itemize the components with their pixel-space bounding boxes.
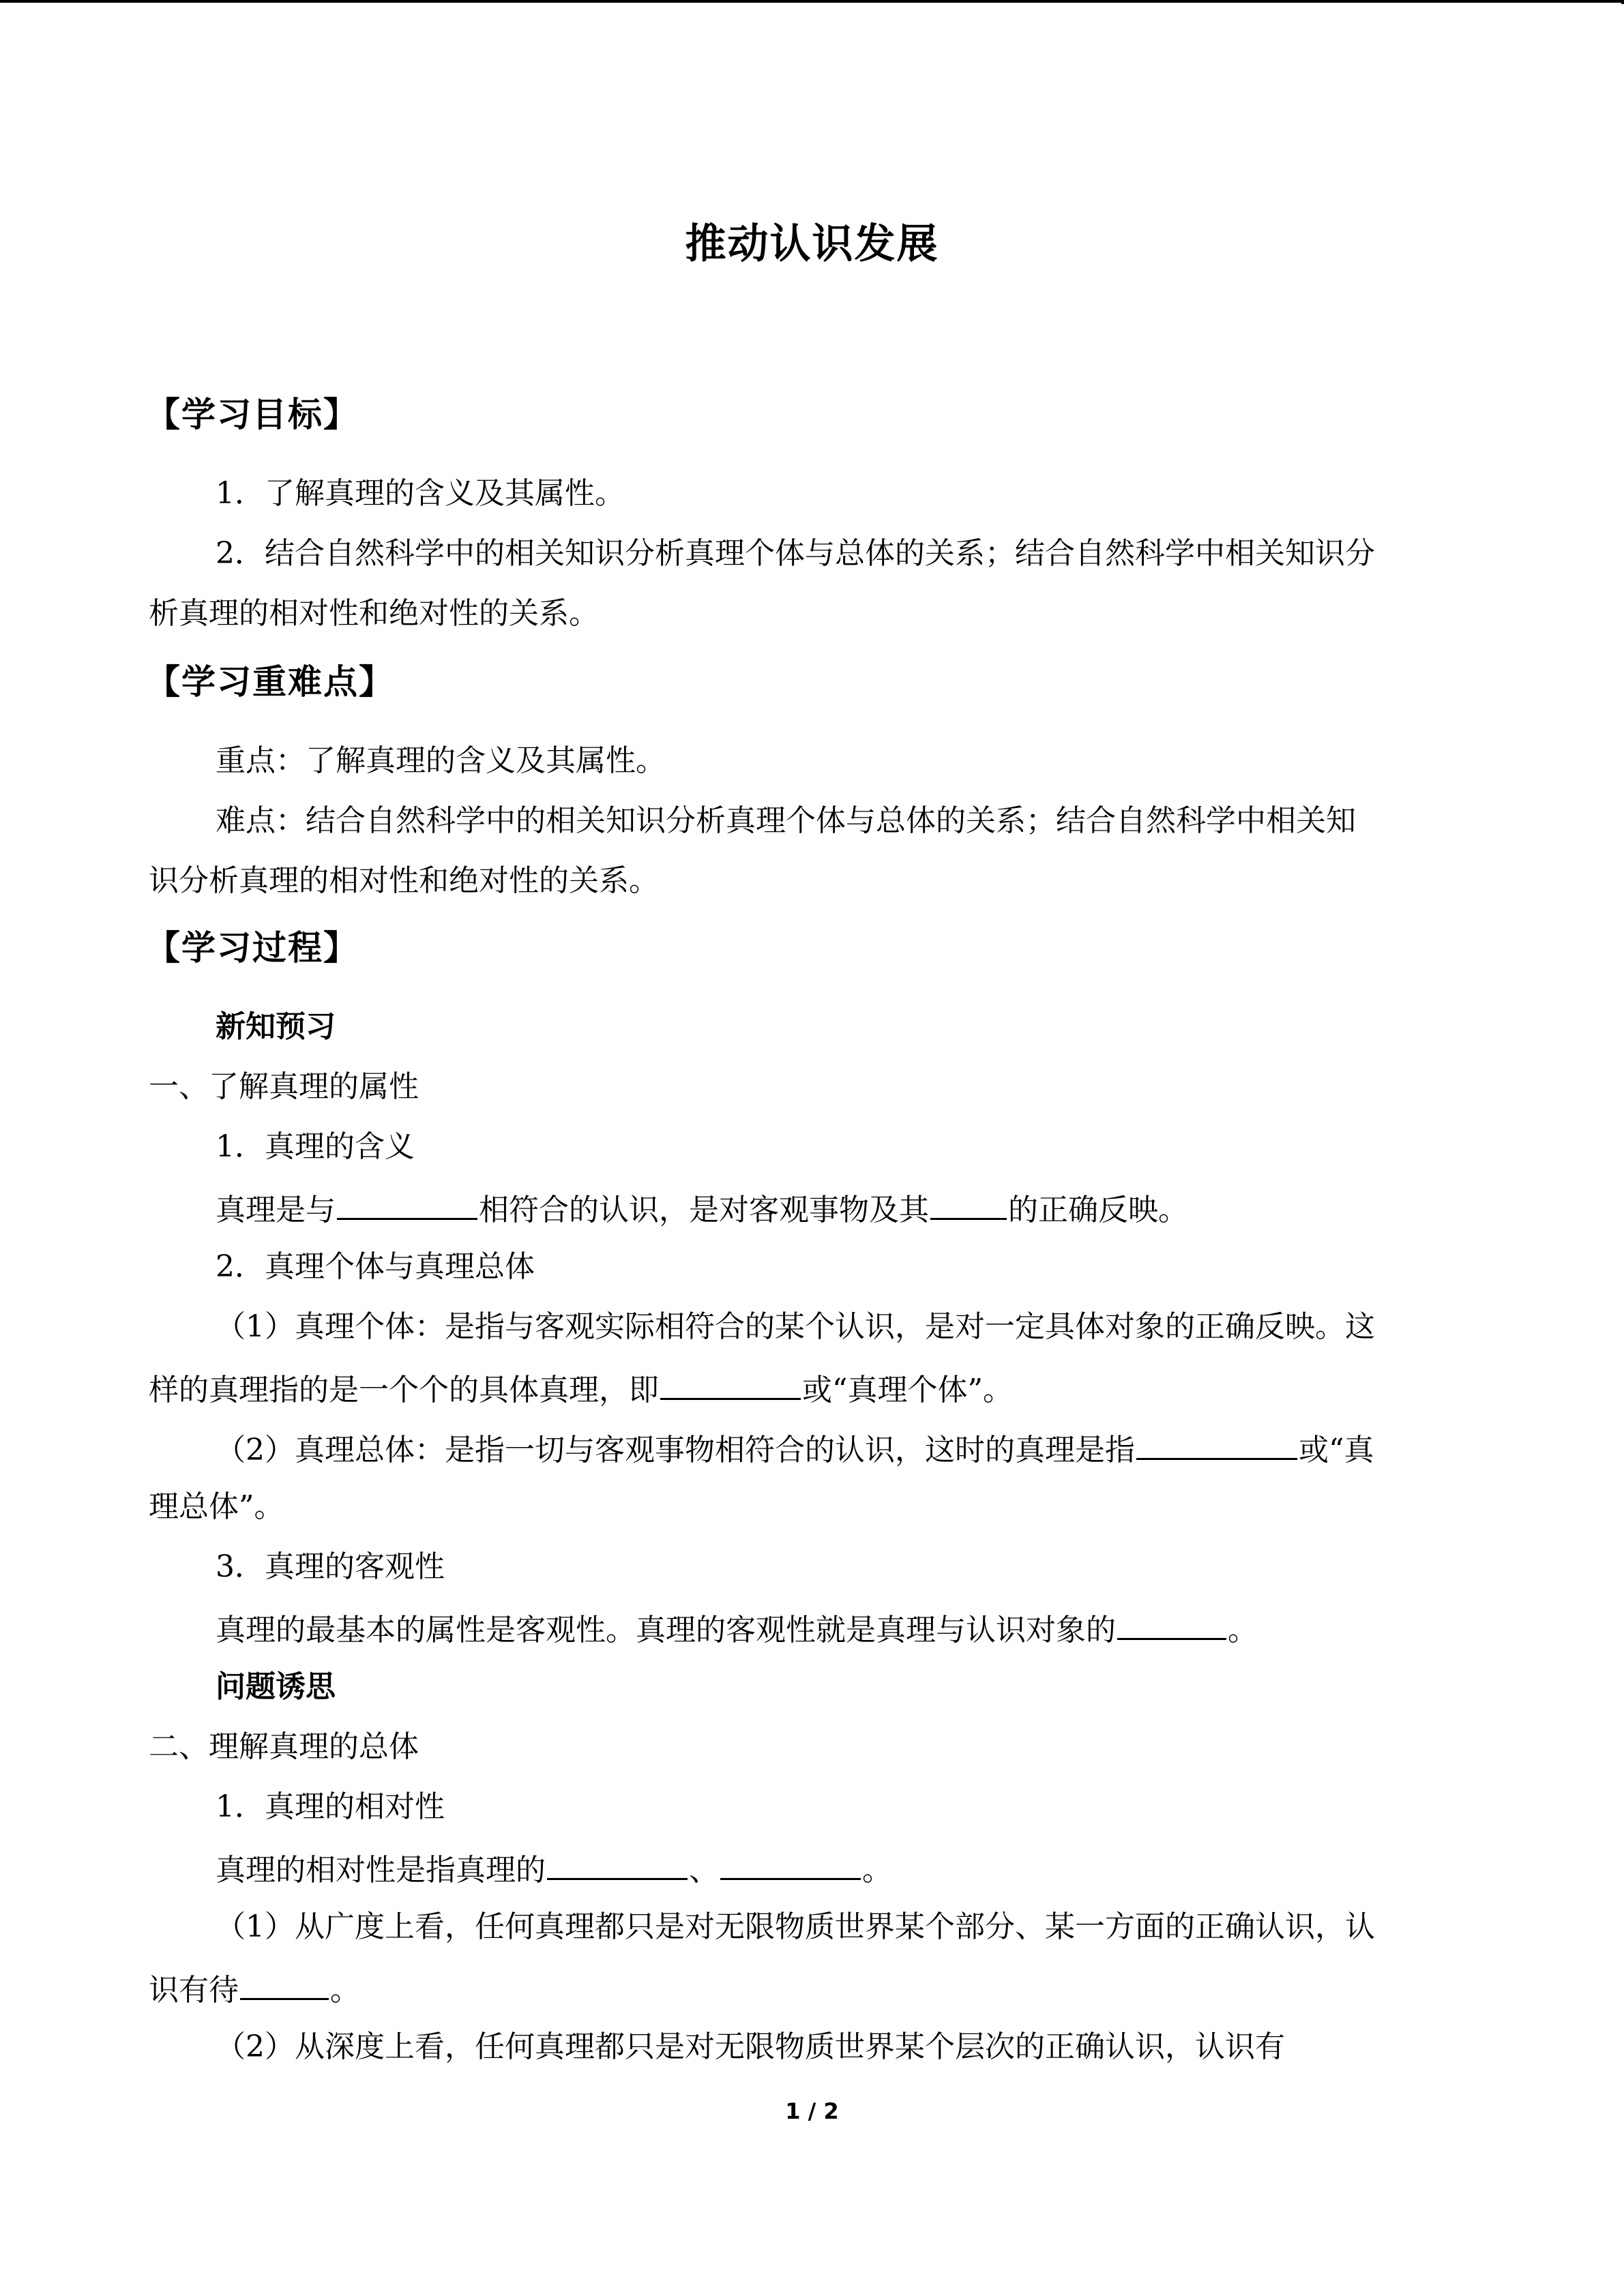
item-2-p1-text-b2: 或“真理个体”。 <box>802 1373 1013 1407</box>
item-4-p2: （2）从深度上看，任何真理都只是对无限物质世界某个层次的正确认识，认识有 <box>216 2029 1285 2064</box>
item-4-text-a: 真理的相对性是指真理的 <box>216 1853 546 1888</box>
item-2-p2-line-b: 理总体”。 <box>149 1489 284 1524</box>
hard-point-line-a: 难点：结合自然科学中的相关知识分析真理个体与总体的关系；结合自然科学中相关知 <box>216 803 1356 838</box>
page-top-border <box>0 0 1624 3</box>
goal-1: 1．了解真理的含义及其属性。 <box>216 476 625 511</box>
item-4-text-b: 、 <box>689 1853 719 1888</box>
page-number: 1 / 2 <box>785 2098 839 2124</box>
item-2-p1-text-b1: 样的真理指的是一个个的具体真理，即 <box>149 1373 659 1407</box>
goal-2-line-b: 析真理的相对性和绝对性的关系。 <box>149 596 599 631</box>
key-points-heading: 【学习重难点】 <box>146 662 394 702</box>
hard-point-line-b: 识分析真理的相对性和绝对性的关系。 <box>149 863 659 898</box>
item-3-text <box>216 1611 1258 1647</box>
preview-label: 新知预习 <box>216 1009 336 1044</box>
goal-2-line-a: 2．结合自然科学中的相关知识分析真理个体与总体的关系；结合自然科学中相关知识分 <box>216 536 1375 571</box>
inquiry-label: 问题诱思 <box>216 1669 336 1704</box>
goals-heading: 【学习目标】 <box>146 395 359 434</box>
item-1-text <box>216 1191 1188 1227</box>
item-2-p2-text-a2: 或“真 <box>1299 1433 1374 1467</box>
item-4-p1-text-b2: 。 <box>330 1973 360 2008</box>
item-3-text-b: 。 <box>1228 1613 1258 1648</box>
item-2-p1-line-a: （1）真理个体：是指与客观实际相符合的某个认识，是对一定具体对象的正确反映。这 <box>216 1309 1375 1344</box>
item-1-text-b: 相符合的认识，是对客观事物及其 <box>479 1193 929 1227</box>
item-4-p1-line-a: （1）从广度上看，任何真理都只是对无限物质世界某个部分、某一方面的正确认识，认 <box>216 1909 1375 1944</box>
item-2-p2-text-a1: （2）真理总体：是指一切与客观事物相符合的认识，这时的真理是指 <box>216 1433 1135 1467</box>
fill-blank[interactable] <box>930 1191 1007 1220</box>
part-1-title: 一、了解真理的属性 <box>149 1069 419 1104</box>
fill-blank[interactable] <box>337 1191 477 1220</box>
fill-blank[interactable] <box>720 1851 861 1880</box>
page-right-border <box>1621 0 1624 4</box>
item-4-text <box>216 1851 892 1887</box>
item-2-p2-line-a <box>216 1431 1374 1467</box>
item-4-p1-text-b1: 识有待 <box>149 1973 239 2008</box>
fill-blank[interactable] <box>240 1971 329 2000</box>
item-2-title: 2．真理个体与真理总体 <box>216 1249 535 1284</box>
fill-blank[interactable] <box>547 1851 688 1880</box>
item-4-p1-line-b <box>149 1971 360 2007</box>
item-1-text-c: 的正确反映。 <box>1008 1193 1188 1227</box>
fill-blank[interactable] <box>1136 1431 1297 1460</box>
item-3-title: 3．真理的客观性 <box>216 1549 445 1584</box>
item-4-text-c: 。 <box>862 1853 892 1888</box>
key-point: 重点：了解真理的含义及其属性。 <box>216 743 666 778</box>
process-heading: 【学习过程】 <box>146 928 359 968</box>
item-1-text-a: 真理是与 <box>216 1193 336 1227</box>
page-title: 推动认识发展 <box>685 220 939 268</box>
fill-blank[interactable] <box>660 1371 801 1400</box>
fill-blank[interactable] <box>1117 1611 1226 1640</box>
part-2-title: 二、理解真理的总体 <box>149 1729 419 1764</box>
item-3-text-a: 真理的最基本的属性是客观性。真理的客观性就是真理与认识对象的 <box>216 1613 1116 1648</box>
item-2-p1-line-b <box>149 1371 1013 1407</box>
item-1-title: 1．真理的含义 <box>216 1129 415 1164</box>
item-4-title: 1．真理的相对性 <box>216 1789 445 1824</box>
